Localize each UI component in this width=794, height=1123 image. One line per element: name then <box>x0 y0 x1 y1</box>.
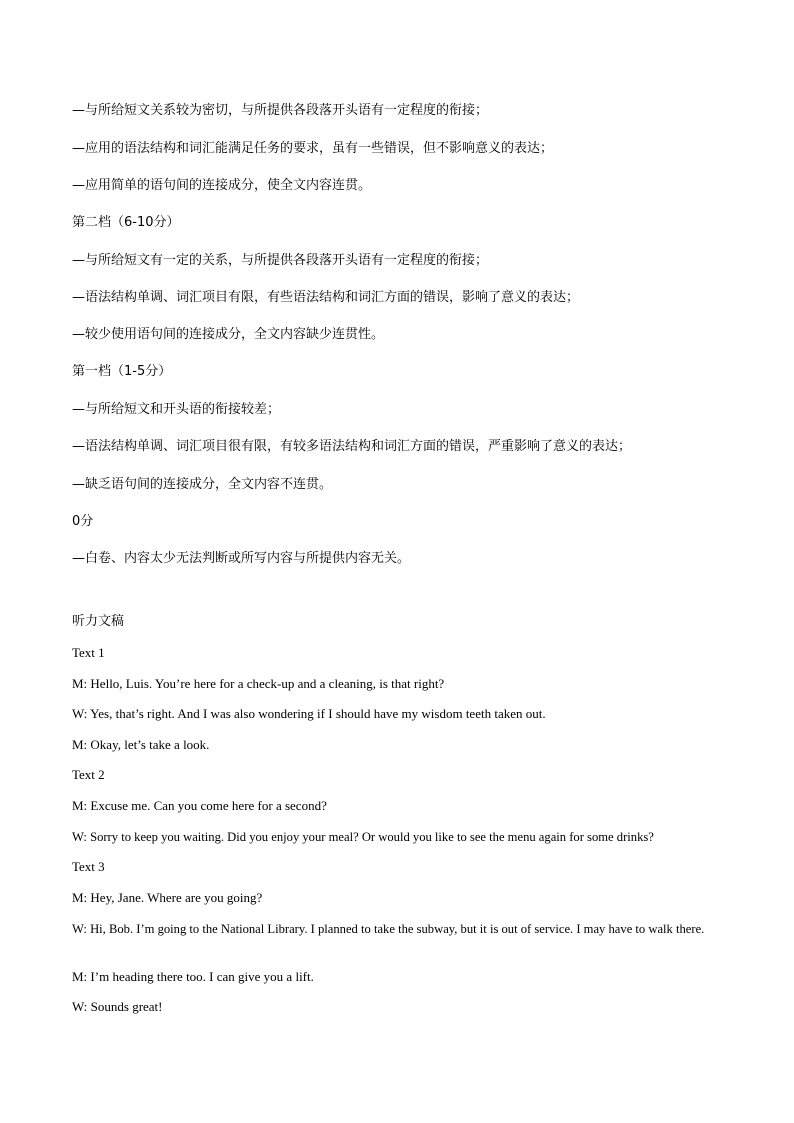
rubric-tier1-item-3: —缺乏语句间的连接成分，全文内容不连贯。 <box>72 477 333 492</box>
text3-label: Text 3 <box>72 859 105 874</box>
text2-line-1: M: Excuse me. Can you come here for a second? <box>72 798 327 813</box>
rubric-tier1-item-1: —与所给短文和开头语的衔接较差； <box>72 402 281 417</box>
rubric-tier2-item-2: —语法结构单调、词汇项目有限，有些语法结构和词汇方面的错误，影响了意义的表达； <box>72 290 580 305</box>
text2-label: Text 2 <box>72 767 105 782</box>
text1-line-3: M: Okay, let’s take a look. <box>72 737 210 752</box>
rubric-tier0-heading: 0分 <box>72 514 94 529</box>
rubric-tier3-item-1: —与所给短文关系较为密切，与所提供各段落开头语有一定程度的衔接； <box>72 103 489 118</box>
rubric-tier2-item-3: —较少使用语句间的连接成分，全文内容缺少连贯性。 <box>72 327 385 342</box>
rubric-tier3-item-3: —应用简单的语句间的连接成分，使全文内容连贯。 <box>72 178 372 193</box>
text3-line-2: W: Hi, Bob. I’m going to the National Library. I planned to take the subway, but it is out of service. I may have to walk there. <box>72 922 705 936</box>
rubric-tier1-item-2: —语法结构单调、词汇项目很有限，有较多语法结构和词汇方面的错误，严重影响了意义的表达； <box>72 439 632 454</box>
text1-line-2: W: Yes, that’s right. And I was also wondering if I should have my wisdom teeth taken out. <box>72 706 546 721</box>
text2-line-2: W: Sorry to keep you waiting. Did you enjoy your meal? Or would you like to see the menu again for some drinks? <box>72 830 654 844</box>
rubric-tier1-heading: 第一档（1-5分） <box>72 364 172 379</box>
text3-line-1: M: Hey, Jane. Where are you going? <box>72 890 263 905</box>
rubric-tier0-item-1: —白卷、内容太少无法判断或所写内容与所提供内容无关。 <box>72 551 411 566</box>
text1-label: Text 1 <box>72 645 105 660</box>
transcript-title: 听力文稿 <box>72 614 125 629</box>
rubric-tier2-item-1: —与所给短文有一定的关系，与所提供各段落开头语有一定程度的衔接； <box>72 253 489 268</box>
text1-line-1: M: Hello, Luis. You’re here for a check-up and a cleaning, is that right? <box>72 676 445 691</box>
text3-line-3: M: I’m heading there too. I can give you a lift. <box>72 969 314 984</box>
rubric-tier2-heading: 第二档（6-10分） <box>72 215 180 230</box>
text3-line-4: W: Sounds great! <box>72 999 163 1014</box>
rubric-tier3-item-2: —应用的语法结构和词汇能满足任务的要求，虽有一些错误，但不影响意义的表达； <box>72 141 554 156</box>
